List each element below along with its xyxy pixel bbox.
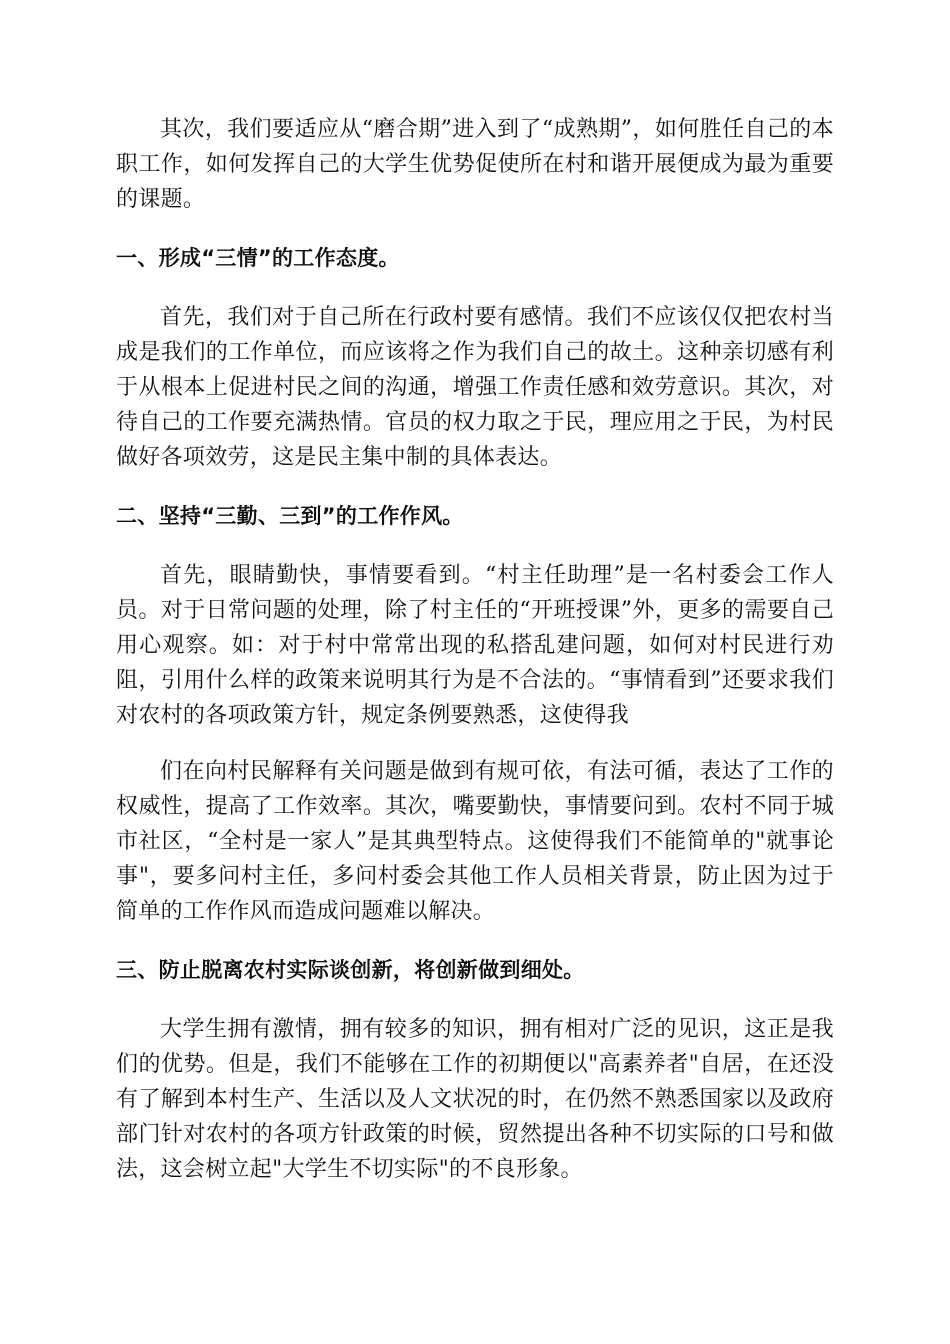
section-2-paragraph-2: 们在向村民解释有关问题是做到有规可依，有法可循，表达了工作的权威性，提高了工作效率。其次，嘴要勤快，事情要问到。农村不同于城市社区，“全村是一家人”是其典型特点。这使得我们不能简单的"就事论事"，要多问村主任，多问村委会其他工作人员相关背景，防止因为过于简单的工作作风而造成问题难以解决。 — [116, 759, 834, 924]
intro-paragraph: 其次，我们要适应从“磨合期”进入到了“成熟期”，如何胜任自己的本职工作，如何发挥自己的大学生优势促使所在村和谐开展便成为最为重要的课题。 — [116, 117, 834, 212]
section-1-heading: 一、形成“三情”的工作态度。 — [116, 246, 400, 270]
document-body — [116, 112, 834, 1211]
section-3-heading: 三、防止脱离农村实际谈创新，将创新做到细处。 — [116, 958, 585, 982]
section-2-heading: 二、坚持“三勤、三到”的工作作风。 — [116, 504, 464, 528]
section-3-paragraph: 大学生拥有激情，拥有较多的知识，拥有相对广泛的见识，这正是我们的优势。但是，我们不能够在工作的初期便以"高素养者"自居，在还没有了解到本村生产、生活以及人文状况的时，在仍然不熟悉国家以及政府部门针对农村的各项方针政策的时候，贸然提出各种不切实际的口号和做法，这会树立起"大学生不切实际"的不良形象。 — [116, 1017, 834, 1182]
section-2-paragraph-1: 首先，眼睛勤快，事情要看到。“村主任助理”是一名村委会工作人员。对于日常问题的处理，除了村主任的“开班授课”外，更多的需要自己用心观察。如：对于村中常常出现的私搭乱建问题，如何对村民进行劝阻，引用什么样的政策来说明其行为是不合法的。“事情看到”还要求我们对农村的各项政策方针，规定条例要熟悉，这使得我 — [116, 563, 834, 728]
section-1-paragraph: 首先，我们对于自己所在行政村要有感情。我们不应该仅仅把农村当成是我们的工作单位，而应该将之作为我们自己的故土。这种亲切感有利于从根本上促进村民之间的沟通，增强工作责任感和效劳意识。其次，对待自己的工作要充满热情。官员的权力取之于民，理应用之于民，为村民做好各项效劳，这是民主集中制的具体表达。 — [116, 305, 834, 470]
